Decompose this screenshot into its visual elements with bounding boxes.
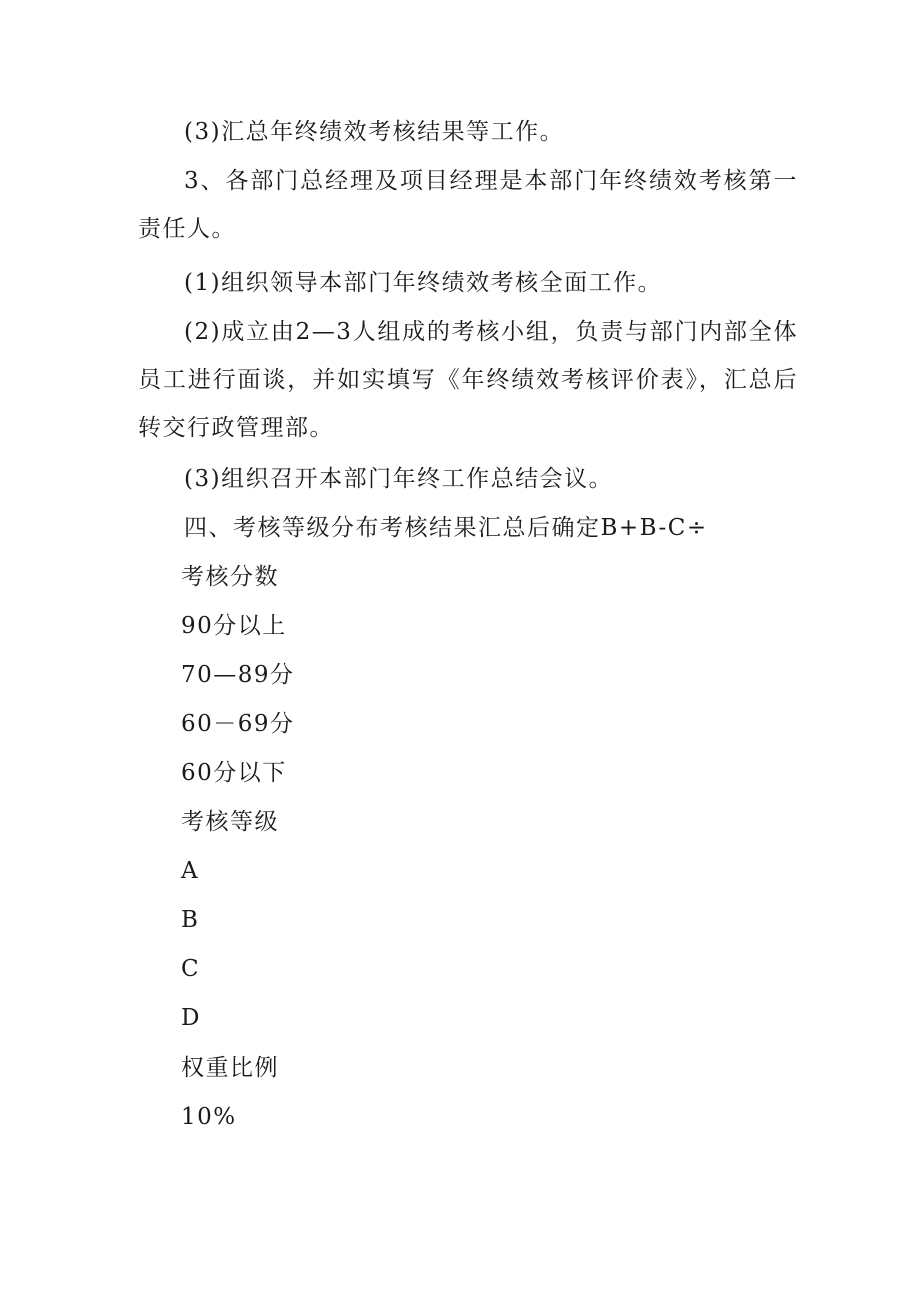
paragraph-department-responsibility: 3、各部门总经理及项目经理是本部门年终绩效考核第一责任人。	[138, 168, 798, 242]
score-header: 考核分数	[181, 564, 279, 590]
grade-item: D	[181, 1005, 201, 1031]
grade-item: A	[181, 858, 200, 884]
section-heading-grade-distribution: 四、考核等级分布考核结果汇总后确定B+B-C÷	[184, 515, 708, 541]
score-item: 60分以下	[181, 760, 287, 786]
grade-header: 考核等级	[181, 809, 279, 835]
weight-header: 权重比例	[181, 1055, 279, 1081]
paragraph-summary-results: (3)汇总年终绩效考核结果等工作。	[184, 119, 565, 145]
grade-item: B	[181, 907, 200, 933]
score-item: 70—89分	[181, 662, 295, 688]
score-item: 90分以上	[181, 613, 287, 639]
paragraph-organize-leadership: (1)组织领导本部门年终绩效考核全面工作。	[184, 270, 663, 296]
grade-item: C	[181, 956, 201, 982]
paragraph-summary-meeting: (3)组织召开本部门年终工作总结会议。	[184, 466, 614, 492]
weight-item: 10%	[181, 1104, 237, 1130]
paragraph-assessment-team: (2)成立由2—3人组成的考核小组，负责与部门内部全体员工进行面谈，并如实填写《年终绩效考核评价表》，汇总后转交行政管理部。	[138, 319, 798, 441]
score-item: 60－69分	[181, 711, 295, 737]
